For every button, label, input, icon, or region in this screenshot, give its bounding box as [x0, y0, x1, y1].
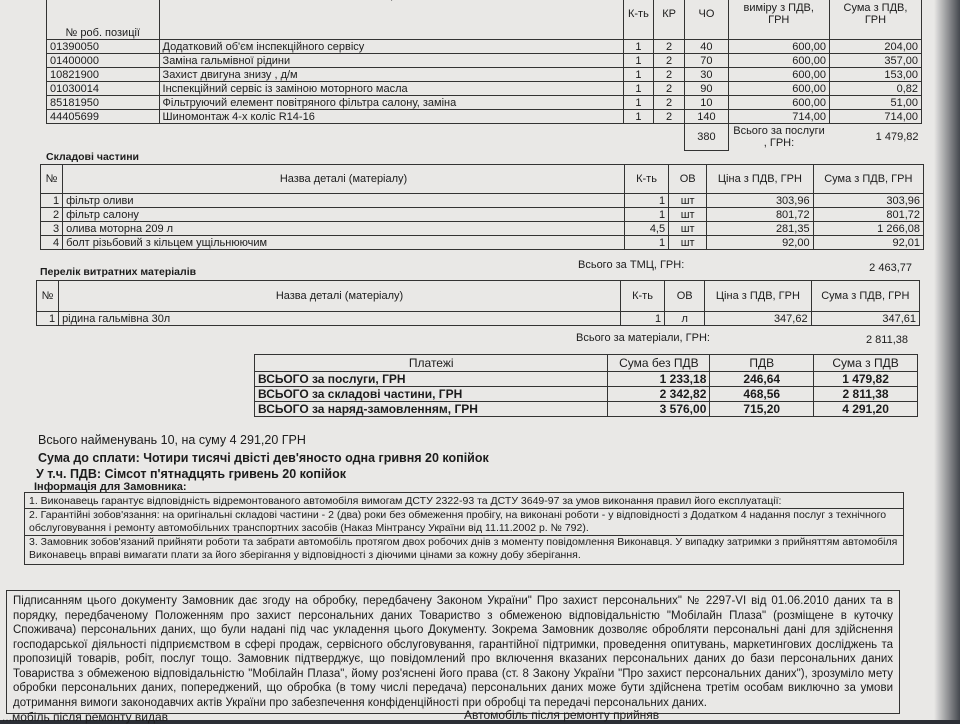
payments-table — [254, 354, 918, 417]
cell-position: 01400000 — [47, 54, 160, 68]
cell-sum: 51,00 — [829, 96, 921, 110]
consumables-total-value: 2 811,38 — [865, 334, 908, 346]
cons-col-no: № — [37, 281, 59, 312]
total-hours: 380 — [685, 124, 728, 151]
cell-no-vat: 2 342,82 — [608, 387, 710, 402]
services-total-row — [47, 124, 922, 151]
cell-qty: 4,5 — [624, 222, 668, 236]
cell-unit-price: 600,00 — [728, 82, 829, 96]
amount-to-pay: Сума до сплати: Чотири тисячі двісті дев'яносто одна гривня 20 копійок — [38, 451, 489, 465]
cell-price: 303,96 — [707, 194, 813, 208]
cons-col-price: Ціна з ПДВ, ГРН — [705, 281, 811, 312]
cell-part-name: фільтр салону — [63, 208, 625, 222]
pay-col-vat: ПДВ — [710, 355, 814, 372]
parts-col-name: Назва деталі (матеріалу) — [63, 165, 625, 194]
cell-kr: 2 — [653, 110, 685, 124]
consumables-header-row — [37, 281, 920, 312]
cell-qty: 1 — [624, 236, 668, 250]
cell-position: 10821900 — [47, 68, 160, 82]
services-table — [46, 0, 922, 151]
info-line-2: 2. Гарантійні зобов'язання: на оригінальні складові частини - 2 (два) роки без обмеження пробігу, на виконані роботи - у відповідності з Додатком 4 надання послуг з технічного обслуговування і ремонту автомобільних транспортних засобів (Наказ Мінтрансу України від 11.11.2002 р. № 792). — [25, 508, 903, 535]
cell-price: 801,72 — [707, 208, 813, 222]
cons-col-sum: Сума з ПДВ, ГРН — [811, 281, 919, 312]
cell-position: 44405699 — [47, 110, 160, 124]
pay-col-no-vat: Сума без ПДВ — [608, 355, 710, 372]
cell-qty: 1 — [624, 208, 668, 222]
info-line-1: 1. Виконавець гарантує відповідність відремонтованого автомобіля вимогам ДСТУ 2322-93 та ДСТУ 3649-97 за умов виконання правил його експлуатації: — [29, 495, 782, 507]
cell-kr: 2 — [653, 54, 685, 68]
cell-unit-price: 600,00 — [728, 96, 829, 110]
table-row — [41, 194, 924, 208]
cell-no-vat: 3 576,00 — [608, 402, 710, 417]
cell-price: 92,00 — [707, 236, 813, 250]
cell-qty: 1 — [623, 68, 653, 82]
pay-col-title: Платежі — [255, 355, 608, 372]
cell-qty: 1 — [623, 54, 653, 68]
col-header-position: № роб. позиції — [47, 0, 160, 40]
cell-unit-price: 600,00 — [728, 68, 829, 82]
cell-cho: 40 — [685, 40, 728, 54]
customer-info-box — [24, 492, 904, 565]
cell-no: 1 — [41, 194, 63, 208]
parts-table — [40, 164, 924, 250]
consumables-table — [36, 280, 920, 326]
cell-cho: 90 — [685, 82, 728, 96]
col-header-qty: К-ть — [623, 0, 653, 40]
cell-position: 01030014 — [47, 82, 160, 96]
services-total-value: 1 479,82 — [875, 131, 919, 144]
parts-total-label: Всього за ТМЦ, ГРН: — [578, 259, 685, 271]
cell-price: 347,62 — [705, 312, 811, 326]
items-count-line: Всього найменувань 10, на суму 4 291,20 ГРН — [38, 433, 306, 447]
cell-cho: 140 — [685, 110, 728, 124]
table-row — [41, 236, 924, 250]
payments-header-row — [255, 355, 918, 372]
cell-work-name: Захист двигуна знизу , д/м — [159, 68, 623, 82]
cell-sum: 1 266,08 — [813, 222, 923, 236]
parts-total-value: 2 463,77 — [869, 262, 912, 274]
cell-sum: 303,96 — [813, 194, 923, 208]
cell-sum: 92,01 — [813, 236, 923, 250]
cell-unit-price: 600,00 — [728, 54, 829, 68]
cell-work-name: Заміна гальмівної рідини — [159, 54, 623, 68]
cell-unit: шт — [669, 208, 707, 222]
cell-qty: 1 — [623, 40, 653, 54]
cell-sum: 204,00 — [829, 40, 921, 54]
cell-part-name: болт різьбовий з кільцем ущільнюючим — [63, 236, 625, 250]
parts-section-title: Складові частини — [46, 151, 140, 163]
personal-data-consent: Підписанням цього документу Замовник дає згоду на обробку, передбачену Законом України" Про захист персональних" № 2297-VI від 01.06.2010 даних та в порядку, передбаченому Положенням про захист персональних даних Товариство з обмеженою відповідальністю "Мобілайн Плаза" (розміщене в куточку Споживача) персональних даних, що були надані під час укладення цього Документу. Зокрема Замовник дозволяє обробляти персональні дані для здійснення господарської діяльності підприємством в сфері продаж, сервісного обслуговування, гарантійної підтримки, проведення опитувань, маркетингових досліджень та пропозицій товарів, робіт, послуг тощо. Замовник підтверджує, що повідомлений про включення вказаних персональних даних до бази персональних даних Товариства з обмеженою відповідальністю "Мобілайн Плаза", йому роз'яснені його права (ст. 8 Закону України "Про захист персональних даних"), зрозуміло мету обробки персональних даних, попереджений, що обробка (в тому числі передача) персональних даних може бути здійснена третім особам виключно за умови дотримання вимоги законодавчих актів України про забезпечення конфіденційності при обробці та передачі персональних даних. — [6, 590, 900, 714]
cell-sum: 0,82 — [829, 82, 921, 96]
cell-work-name: Додатковий об'єм інспекційного сервісу — [159, 40, 623, 54]
table-row — [47, 110, 922, 124]
table-row — [255, 372, 918, 387]
cell-payment-title: ВСЬОГО за наряд-замовленням, ГРН — [255, 402, 608, 417]
services-header-row — [47, 0, 922, 40]
cell-position: 85181950 — [47, 96, 160, 110]
cell-unit: л — [665, 312, 705, 326]
cell-qty: 1 — [623, 96, 653, 110]
table-row — [41, 222, 924, 236]
cell-kr: 2 — [653, 96, 685, 110]
cell-no: 3 — [41, 222, 63, 236]
parts-col-sum: Сума з ПДВ, ГРН — [813, 165, 923, 194]
consumables-section-title: Перелік витратних матеріалів — [40, 266, 197, 278]
customer-info-title: Інформація для Замовника: — [34, 481, 187, 493]
cell-kr: 2 — [653, 40, 685, 54]
cell-material-name: рідина гальмівна 30л — [59, 312, 621, 326]
cell-work-name: Фільтруючий елемент повітряного фільтра салону, заміна — [159, 96, 623, 110]
services-total-label: Всього за послуги , ГРН: — [733, 125, 825, 150]
cell-qty: 1 — [624, 194, 668, 208]
table-row — [41, 208, 924, 222]
cons-col-name: Назва деталі (матеріалу) — [59, 281, 621, 312]
cell-qty: 1 — [620, 312, 664, 326]
parts-col-qty: К-ть — [624, 165, 668, 194]
cell-sum: 347,61 — [811, 312, 919, 326]
col-header-work-name — [159, 0, 623, 40]
cell-kr: 2 — [653, 82, 685, 96]
parts-col-unit: ОВ — [669, 165, 707, 194]
footer-accepted: Автомобіль після ремонту прийняв — [464, 708, 660, 722]
table-row — [47, 40, 922, 54]
cell-no: 4 — [41, 236, 63, 250]
parts-col-price: Ціна з ПДВ, ГРН — [707, 165, 813, 194]
cell-qty: 1 — [623, 82, 653, 96]
cell-with-vat: 2 811,38 — [814, 387, 918, 402]
cell-part-name: фільтр оливи — [63, 194, 625, 208]
cell-no-vat: 1 233,18 — [608, 372, 710, 387]
cell-vat: 715,20 — [710, 402, 814, 417]
col-header-kr: КР — [653, 0, 685, 40]
cell-unit: шт — [669, 222, 707, 236]
col-header-sum: Сума з ПДВ, ГРН — [829, 0, 921, 40]
table-row — [255, 387, 918, 402]
cell-sum: 357,00 — [829, 54, 921, 68]
cell-vat: 246,64 — [710, 372, 814, 387]
table-row — [47, 54, 922, 68]
cell-with-vat: 4 291,20 — [814, 402, 918, 417]
vat-amount: У т.ч. ПДВ: Сімсот п'ятнадцять гривень 20 копійок — [36, 467, 346, 481]
table-row — [37, 312, 920, 326]
cell-unit-price: 714,00 — [728, 110, 829, 124]
parts-col-no: № — [41, 165, 63, 194]
cell-sum: 153,00 — [829, 68, 921, 82]
cell-work-name: Інспекційний сервіс із заміною моторного масла — [159, 82, 623, 96]
cell-unit: шт — [669, 194, 707, 208]
col-header-unit-price: виміру з ПДВ, ГРН — [728, 0, 829, 40]
cell-price: 281,35 — [707, 222, 813, 236]
cons-col-qty: К-ть — [620, 281, 664, 312]
cell-unit-price: 600,00 — [728, 40, 829, 54]
table-row — [47, 82, 922, 96]
consumables-total-label: Всього за матеріали, ГРН: — [576, 332, 710, 344]
cell-vat: 468,56 — [710, 387, 814, 402]
cell-no: 1 — [37, 312, 59, 326]
table-row — [47, 68, 922, 82]
cell-qty: 1 — [623, 110, 653, 124]
cell-sum: 714,00 — [829, 110, 921, 124]
cell-cho: 10 — [685, 96, 728, 110]
cell-payment-title: ВСЬОГО за складові частини, ГРН — [255, 387, 608, 402]
table-row — [47, 96, 922, 110]
parts-header-row — [41, 165, 924, 194]
pay-col-with-vat: Сума з ПДВ — [814, 355, 918, 372]
cell-position: 01390050 — [47, 40, 160, 54]
footer-handed-over: ...мобіль після ремонту видав — [2, 710, 169, 724]
cell-no: 2 — [41, 208, 63, 222]
cell-kr: 2 — [653, 68, 685, 82]
cell-payment-title: ВСЬОГО за послуги, ГРН — [255, 372, 608, 387]
cons-col-unit: ОВ — [665, 281, 705, 312]
cell-with-vat: 1 479,82 — [814, 372, 918, 387]
cell-unit: шт — [669, 236, 707, 250]
cell-cho: 70 — [685, 54, 728, 68]
cell-sum: 801,72 — [813, 208, 923, 222]
table-row — [255, 402, 918, 417]
cell-part-name: олива моторна 209 л — [63, 222, 625, 236]
col-header-cho: ЧО — [685, 0, 728, 40]
cell-work-name: Шиномонтаж 4-х коліс R14-16 — [159, 110, 623, 124]
cell-cho: 30 — [685, 68, 728, 82]
info-line-3: 3. Замовник зобов'язаний прийняти роботи та забрати автомобіль протягом двох робочих днів з моменту повідомлення Виконавця. У випадку затримки з прийняттям автомобіля Виконавець вправі вимагати плати за його зберігання у відповідності з діючими цінами за кожну добу зберігання. — [25, 535, 903, 562]
